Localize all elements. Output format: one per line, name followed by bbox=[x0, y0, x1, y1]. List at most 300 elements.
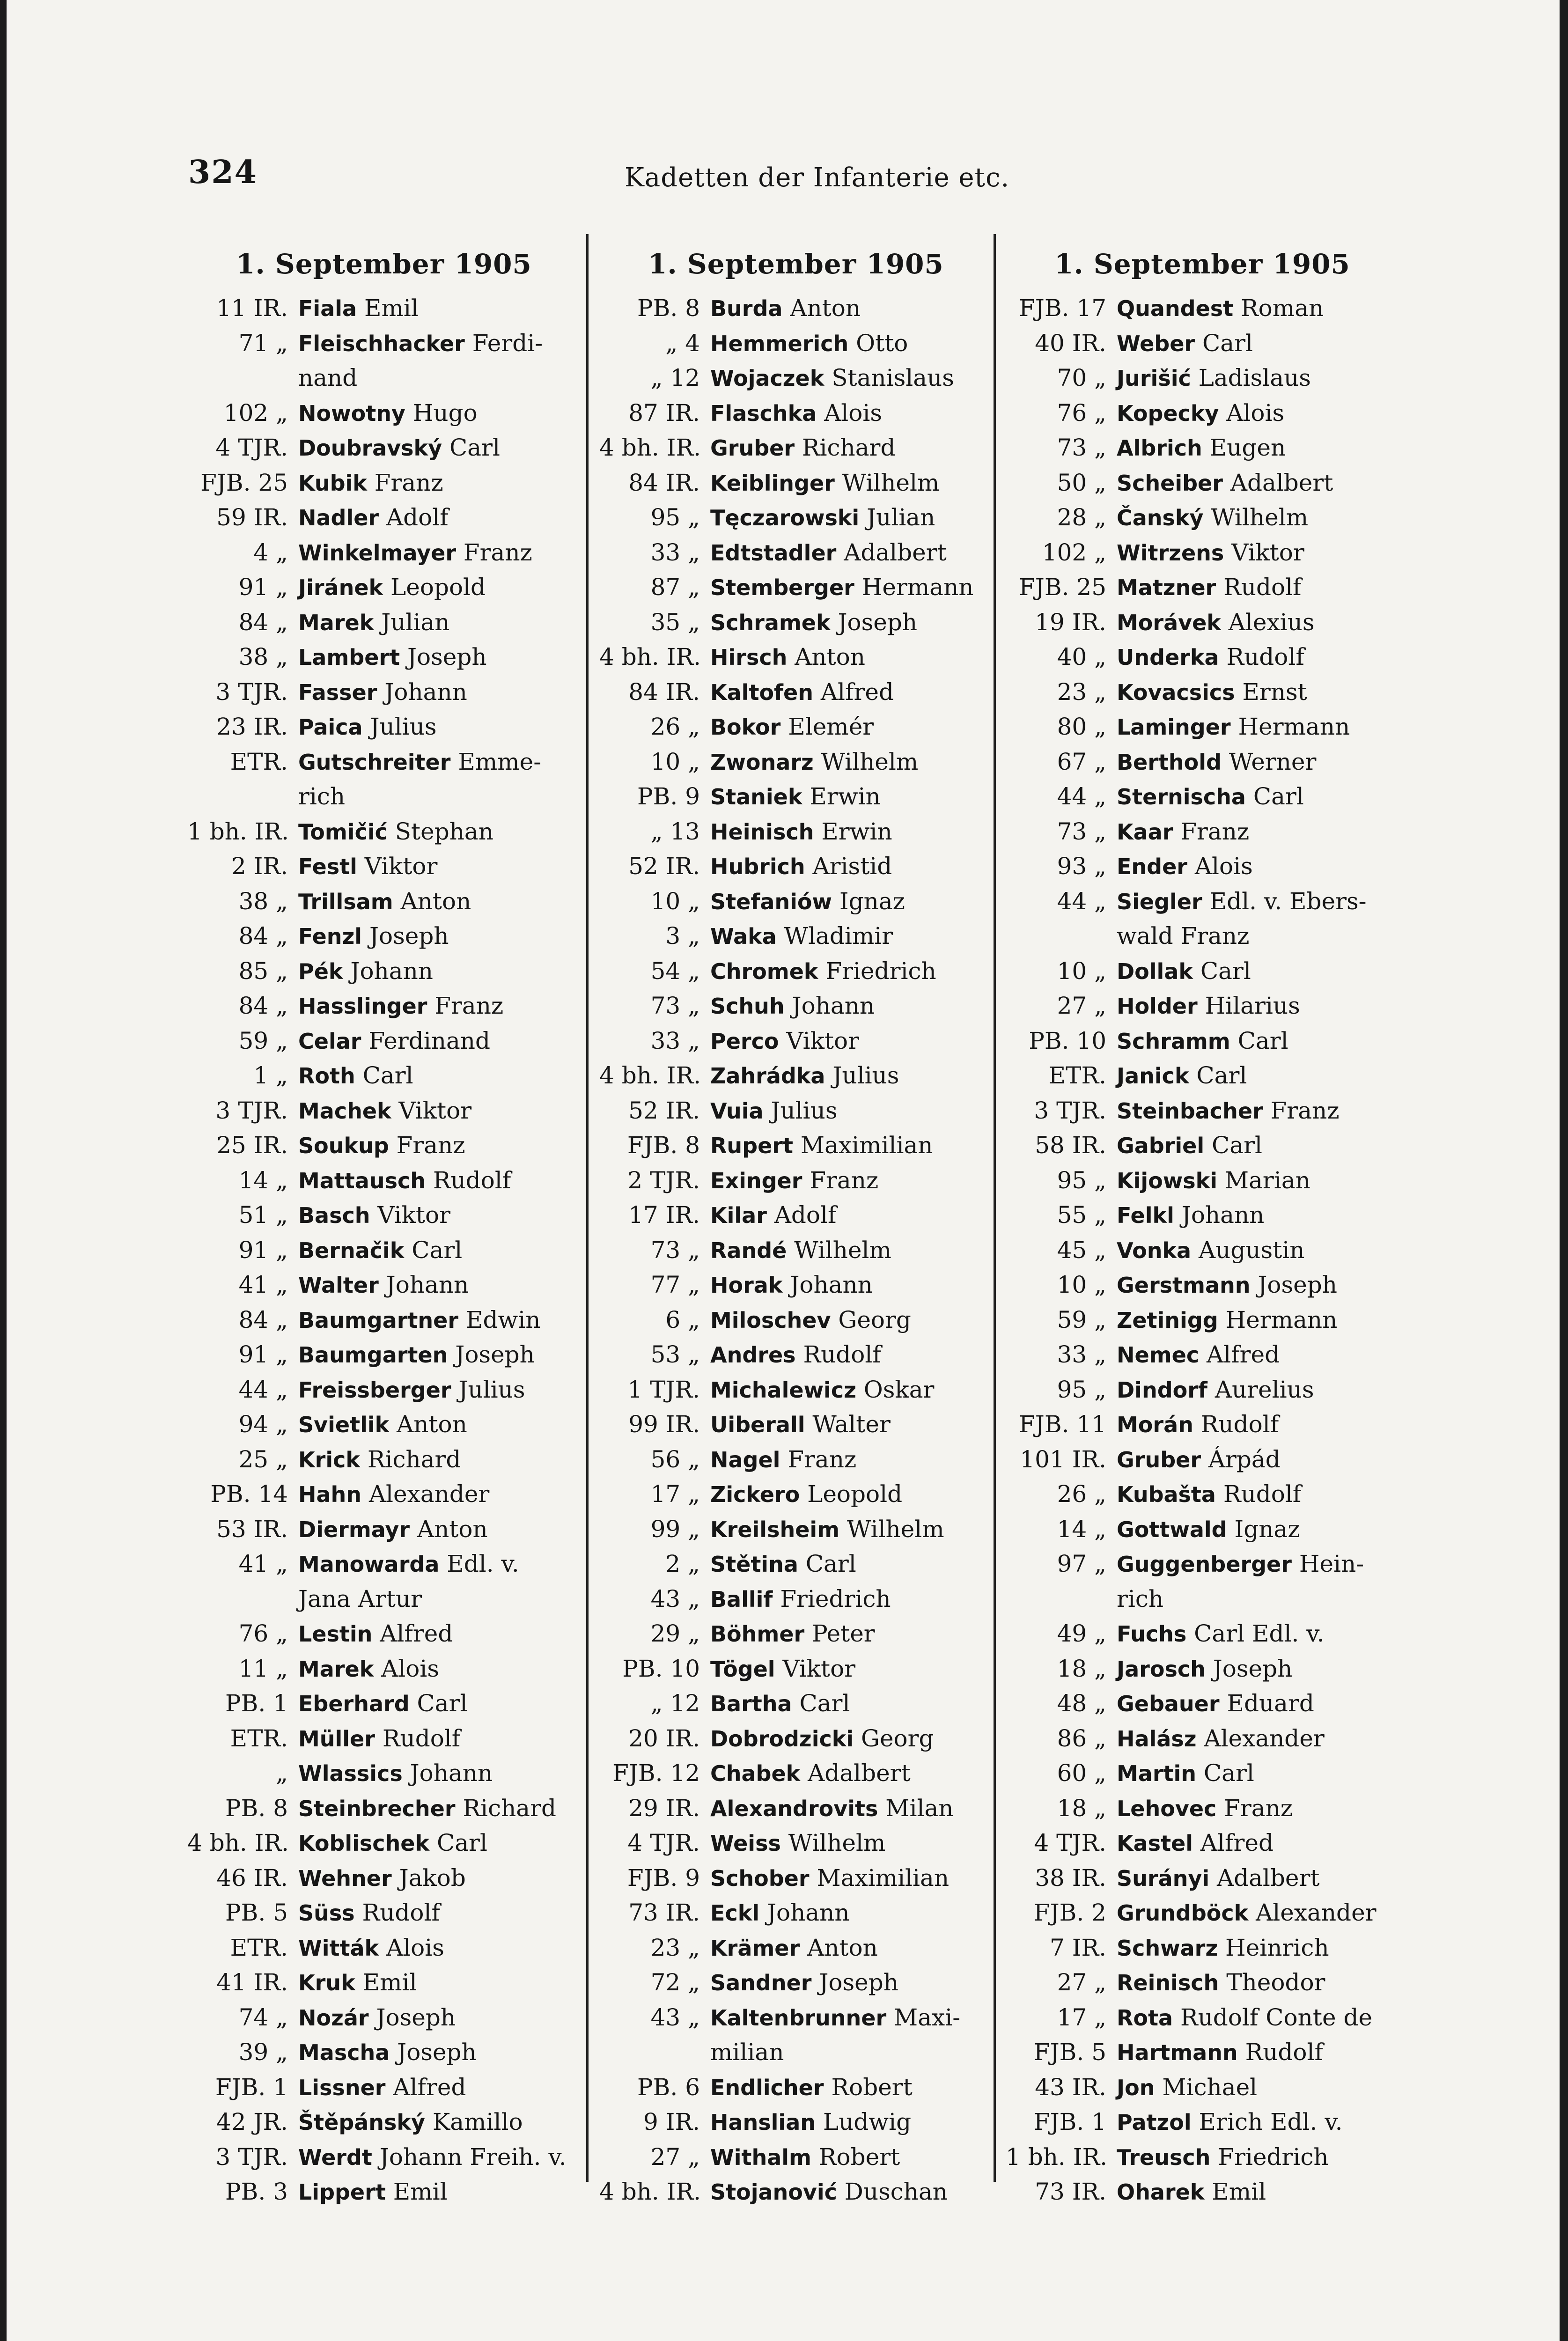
person-name bbox=[298, 570, 609, 605]
surname: Jon bbox=[1117, 2075, 1155, 2100]
list-item bbox=[187, 745, 609, 780]
person-name bbox=[1117, 1722, 1427, 1757]
unit-label: 41 IR. bbox=[216, 1969, 288, 1996]
surname: Stefaniów bbox=[710, 889, 832, 914]
list-item bbox=[187, 1582, 609, 1617]
person-name bbox=[710, 1163, 1021, 1199]
person-name bbox=[298, 884, 609, 920]
given-name: Carl bbox=[1189, 1062, 1247, 1089]
surname: Underka bbox=[1117, 645, 1219, 670]
given-name: Rudolf bbox=[425, 1166, 511, 1194]
person-name bbox=[710, 849, 1021, 884]
surname: Ballif bbox=[710, 1586, 773, 1612]
list-item bbox=[1006, 2001, 1427, 2036]
given-name: Julian bbox=[374, 608, 450, 636]
person-name bbox=[710, 1407, 1021, 1443]
list-item bbox=[599, 1268, 1021, 1303]
given-name: Rudolf bbox=[795, 1341, 881, 1368]
list-item bbox=[187, 1233, 609, 1268]
person-name bbox=[1117, 849, 1427, 884]
surname: Witrzens bbox=[1117, 540, 1224, 566]
unit-label: 18 „ bbox=[1057, 1794, 1106, 1822]
surname: Tögel bbox=[710, 1656, 775, 1682]
given-name: Aurelius bbox=[1207, 1376, 1314, 1403]
list-item bbox=[1006, 780, 1427, 815]
list-item bbox=[599, 326, 1021, 361]
person-name bbox=[710, 1024, 1021, 1059]
given-name: Carl bbox=[1245, 783, 1304, 810]
surname: Sandner bbox=[710, 1970, 812, 1995]
list-item bbox=[187, 675, 609, 710]
unit-label: 44 „ bbox=[238, 1376, 288, 1403]
given-name: Viktor bbox=[391, 1097, 472, 1124]
given-name: Johann bbox=[377, 678, 467, 706]
person-name bbox=[710, 396, 1021, 431]
list-item bbox=[1006, 710, 1427, 745]
list-item bbox=[599, 1338, 1021, 1373]
list-item bbox=[187, 640, 609, 675]
person-name bbox=[1117, 1512, 1427, 1547]
surname: Zickero bbox=[710, 1482, 800, 1507]
list-item bbox=[1006, 1059, 1427, 1094]
person-name bbox=[710, 710, 1021, 745]
surname: Alexandrovits bbox=[710, 1796, 878, 1821]
list-item bbox=[187, 815, 609, 850]
surname: Stemberger bbox=[710, 575, 854, 600]
surname: Nowotny bbox=[298, 400, 405, 426]
given-name: Stanislaus bbox=[824, 364, 954, 391]
list-item bbox=[187, 1617, 609, 1652]
given-name: rich bbox=[298, 783, 346, 810]
person-name bbox=[298, 1722, 609, 1757]
person-name bbox=[298, 1407, 609, 1443]
given-name: Hilarius bbox=[1197, 992, 1300, 1019]
surname: Staniek bbox=[710, 784, 802, 810]
unit-label: 4 bh. IR. bbox=[599, 643, 701, 670]
person-name bbox=[1117, 1128, 1427, 1163]
unit-label: 38 IR. bbox=[1035, 1864, 1106, 1892]
given-name: Hermann bbox=[854, 574, 974, 601]
list-item bbox=[599, 1722, 1021, 1757]
unit-label: 4 „ bbox=[253, 538, 288, 566]
unit-label: 48 „ bbox=[1057, 1690, 1106, 1717]
person-name bbox=[298, 2070, 609, 2105]
unit-label: 55 „ bbox=[1057, 1201, 1106, 1229]
unit-label: 43 „ bbox=[650, 2003, 700, 2031]
list-item bbox=[599, 2035, 1021, 2070]
surname: Gruber bbox=[1117, 1447, 1201, 1472]
column-heading: 1. September 1905 bbox=[648, 248, 944, 280]
given-name: Joseph bbox=[400, 643, 487, 670]
surname: Withalm bbox=[710, 2144, 811, 2170]
person-name bbox=[710, 1686, 1021, 1722]
person-name bbox=[710, 2070, 1021, 2105]
person-name bbox=[1117, 1024, 1427, 1059]
given-name: Robert bbox=[811, 2143, 900, 2171]
person-name bbox=[710, 466, 1021, 501]
surname: Morán bbox=[1117, 1412, 1193, 1437]
given-name: Johann bbox=[784, 992, 875, 1019]
person-name bbox=[1117, 570, 1427, 605]
surname: Celar bbox=[298, 1028, 361, 1054]
person-name bbox=[710, 291, 1021, 326]
surname: Fuchs bbox=[1117, 1621, 1187, 1647]
given-name: Johann bbox=[782, 1271, 873, 1298]
list-item bbox=[187, 1059, 609, 1094]
given-name: Rudolf bbox=[1216, 574, 1302, 601]
unit-label: 3 TJR. bbox=[215, 1097, 288, 1124]
list-item bbox=[599, 2175, 1021, 2210]
list-item bbox=[1006, 2175, 1427, 2210]
given-name: Jana Artur bbox=[298, 1585, 422, 1612]
person-name bbox=[1117, 1094, 1427, 1129]
unit-label: „ 13 bbox=[650, 817, 700, 845]
surname: Morávek bbox=[1117, 610, 1221, 635]
unit-label: 50 „ bbox=[1057, 469, 1106, 496]
unit-label: 10 „ bbox=[650, 887, 700, 915]
surname: Zahrádka bbox=[710, 1063, 825, 1089]
person-name bbox=[710, 361, 1021, 396]
given-name: Julius bbox=[763, 1097, 838, 1124]
surname: Weber bbox=[1117, 331, 1195, 356]
given-name: Alexius bbox=[1221, 608, 1315, 636]
list-item bbox=[187, 1966, 609, 2001]
surname: Ender bbox=[1117, 854, 1187, 879]
unit-label: PB. 3 bbox=[225, 2178, 288, 2205]
unit-label bbox=[1006, 919, 1117, 954]
surname: Nadler bbox=[298, 505, 379, 530]
given-name: Anton bbox=[787, 643, 865, 670]
person-name bbox=[298, 849, 609, 884]
person-name bbox=[1117, 1477, 1427, 1512]
given-name: Alois bbox=[374, 1655, 440, 1682]
unit-label: 93 „ bbox=[1057, 853, 1106, 880]
unit-label: 54 „ bbox=[650, 957, 700, 985]
surname: Uiberall bbox=[710, 1412, 805, 1437]
person-name bbox=[710, 1652, 1021, 1687]
person-name bbox=[298, 2140, 609, 2175]
unit-label: 73 „ bbox=[1057, 817, 1106, 845]
given-name: Alexander bbox=[1196, 1724, 1325, 1752]
surname: Wehner bbox=[298, 1865, 392, 1891]
list-item bbox=[599, 1547, 1021, 1582]
given-name: Elemér bbox=[780, 713, 874, 740]
unit-label: ETR. bbox=[230, 1934, 288, 1961]
unit-label: 23 „ bbox=[1057, 678, 1106, 706]
given-name: Wilhelm bbox=[787, 1236, 891, 1264]
surname: Mascha bbox=[298, 2040, 390, 2065]
given-name: Julian bbox=[859, 504, 935, 531]
person-name bbox=[1117, 1443, 1427, 1478]
surname: Guggenberger bbox=[1117, 1552, 1292, 1577]
person-name bbox=[710, 1268, 1021, 1303]
person-name bbox=[710, 884, 1021, 920]
list-item bbox=[187, 849, 609, 884]
surname: Eckl bbox=[710, 1900, 760, 1926]
person-name bbox=[710, 1303, 1021, 1338]
surname: Kreilsheim bbox=[710, 1516, 840, 1542]
unit-label: 73 IR. bbox=[1035, 2178, 1106, 2205]
list-item bbox=[599, 1966, 1021, 2001]
unit-label: 51 „ bbox=[238, 1201, 288, 1229]
list-item bbox=[599, 1407, 1021, 1443]
unit-label: 87 „ bbox=[650, 574, 700, 601]
unit-label: 14 „ bbox=[1057, 1515, 1106, 1543]
surname: Nagel bbox=[710, 1447, 780, 1472]
list-item bbox=[599, 1791, 1021, 1826]
list-item bbox=[1006, 1407, 1427, 1443]
unit-label: 77 „ bbox=[650, 1271, 700, 1298]
unit-label: 73 „ bbox=[650, 992, 700, 1019]
given-name: Franz bbox=[802, 1166, 879, 1194]
list-item bbox=[1006, 745, 1427, 780]
list-item bbox=[599, 1652, 1021, 1687]
list-item bbox=[599, 1896, 1021, 1931]
unit-label: 3 „ bbox=[665, 922, 700, 950]
surname: Lehovec bbox=[1117, 1796, 1217, 1821]
person-name bbox=[1117, 675, 1427, 710]
given-name: Anton bbox=[393, 887, 471, 915]
given-name: Richard bbox=[795, 434, 896, 461]
person-name bbox=[1117, 1233, 1427, 1268]
given-name: Carl bbox=[429, 1829, 487, 1856]
surname: Kubašta bbox=[1117, 1482, 1216, 1507]
surname: Nemec bbox=[1117, 1342, 1200, 1368]
given-name: Erich Edl. v. bbox=[1191, 2108, 1343, 2135]
surname: Kaltenbrunner bbox=[710, 2005, 887, 2031]
person-name bbox=[710, 536, 1021, 571]
unit-label: 101 IR. bbox=[1020, 1445, 1106, 1473]
unit-label: 91 „ bbox=[238, 1341, 288, 1368]
unit-label: 53 „ bbox=[650, 1341, 700, 1368]
given-name: Wilhelm bbox=[834, 469, 940, 496]
person-name bbox=[1117, 1966, 1427, 2001]
unit-label: 56 „ bbox=[650, 1445, 700, 1473]
given-name: Joseph bbox=[1250, 1271, 1337, 1298]
person-name bbox=[1117, 1407, 1427, 1443]
person-name bbox=[710, 675, 1021, 710]
given-name: Joseph bbox=[390, 2039, 477, 2066]
given-name: Ignaz bbox=[1227, 1515, 1300, 1543]
unit-label: 4 bh. IR. bbox=[599, 2178, 701, 2205]
given-name: Alfred bbox=[372, 1620, 453, 1647]
column-2 bbox=[599, 248, 1021, 2210]
person-name bbox=[710, 1338, 1021, 1373]
list-item bbox=[1006, 1094, 1427, 1129]
list-item bbox=[1006, 1791, 1427, 1826]
unit-label: 27 „ bbox=[1057, 992, 1106, 1019]
surname: Surányi bbox=[1117, 1865, 1210, 1891]
unit-label: 58 IR. bbox=[1035, 1132, 1106, 1159]
given-name: Erwin bbox=[814, 817, 892, 845]
surname: Festl bbox=[298, 854, 357, 879]
list-item bbox=[1006, 1582, 1427, 1617]
list-item bbox=[599, 1931, 1021, 1966]
unit-label: 26 „ bbox=[650, 713, 700, 740]
surname: Martin bbox=[1117, 1761, 1197, 1786]
list-item bbox=[187, 361, 609, 396]
list-item bbox=[1006, 1617, 1427, 1652]
unit-label: FJB. 2 bbox=[1033, 1899, 1106, 1926]
list-item bbox=[599, 989, 1021, 1024]
given-name: Peter bbox=[804, 1620, 875, 1647]
list-item bbox=[599, 2140, 1021, 2175]
person-name bbox=[710, 780, 1021, 815]
surname: Baumgarten bbox=[298, 1342, 448, 1368]
person-name bbox=[298, 466, 609, 501]
surname: Jarosch bbox=[1117, 1656, 1206, 1682]
list-item bbox=[1006, 1931, 1427, 1966]
list-item bbox=[187, 536, 609, 571]
surname: Hasslinger bbox=[298, 994, 427, 1019]
unit-label: 29 „ bbox=[650, 1620, 700, 1647]
list-item bbox=[187, 1547, 609, 1582]
person-name bbox=[1117, 745, 1427, 780]
given-name: Alois bbox=[1219, 399, 1285, 427]
unit-label: 1 bh. IR. bbox=[1006, 2143, 1107, 2171]
list-item bbox=[599, 431, 1021, 466]
given-name: Georg bbox=[854, 1724, 934, 1752]
given-name: Joseph bbox=[830, 608, 918, 636]
list-item bbox=[599, 884, 1021, 920]
list-item bbox=[187, 919, 609, 954]
surname: Chromek bbox=[710, 958, 818, 984]
given-name: Leopold bbox=[383, 574, 486, 601]
unit-label: „ 4 bbox=[665, 329, 700, 357]
surname: Quandest bbox=[1117, 296, 1234, 321]
person-name bbox=[298, 1686, 609, 1722]
given-name: rich bbox=[1117, 1585, 1164, 1612]
person-name bbox=[298, 2001, 609, 2036]
person-name bbox=[298, 640, 609, 675]
given-name: Rudolf bbox=[1193, 1411, 1279, 1438]
person-name bbox=[298, 780, 609, 815]
unit-label: 40 IR. bbox=[1035, 329, 1106, 357]
surname: Böhmer bbox=[710, 1621, 805, 1647]
surname: Kruk bbox=[298, 1970, 355, 1995]
unit-label: 74 „ bbox=[238, 2003, 288, 2031]
given-name: Adalbert bbox=[836, 538, 947, 566]
person-name bbox=[710, 1896, 1021, 1931]
given-name: Carl bbox=[798, 1550, 856, 1577]
unit-label: 49 „ bbox=[1057, 1620, 1106, 1647]
given-name: Werner bbox=[1221, 748, 1317, 775]
list-item bbox=[187, 605, 609, 640]
list-item bbox=[599, 466, 1021, 501]
list-item bbox=[1006, 1652, 1427, 1687]
unit-label: 2 TJR. bbox=[627, 1166, 700, 1194]
given-name: Hugo bbox=[405, 399, 478, 427]
person-name bbox=[1117, 501, 1427, 536]
given-name: Robert bbox=[824, 2073, 913, 2101]
surname: Reinisch bbox=[1117, 1970, 1219, 1995]
given-name: Carl bbox=[355, 1062, 413, 1089]
list-item bbox=[1006, 431, 1427, 466]
surname: Witták bbox=[298, 1935, 379, 1961]
list-item bbox=[599, 675, 1021, 710]
list-item bbox=[187, 1094, 609, 1129]
column-heading: 1. September 1905 bbox=[1054, 248, 1350, 280]
surname: Trillsam bbox=[298, 889, 393, 914]
surname: Lestin bbox=[298, 1621, 373, 1647]
person-name bbox=[298, 1756, 609, 1791]
given-name: Johann Freih. v. bbox=[372, 2143, 567, 2171]
person-name bbox=[710, 1233, 1021, 1268]
surname: Soukup bbox=[298, 1133, 389, 1158]
person-name bbox=[710, 745, 1021, 780]
list-item bbox=[1006, 1896, 1427, 1931]
surname: Kubik bbox=[298, 470, 367, 496]
list-item bbox=[1006, 954, 1427, 989]
unit-label: 1 „ bbox=[253, 1062, 288, 1089]
entry-list bbox=[1006, 291, 1427, 2210]
list-item bbox=[1006, 1966, 1427, 2001]
list-item bbox=[599, 710, 1021, 745]
given-name: Adolf bbox=[766, 1201, 837, 1229]
person-name bbox=[298, 1198, 609, 1233]
unit-label: 59 IR. bbox=[216, 504, 288, 531]
surname: Basch bbox=[298, 1203, 370, 1228]
given-name: Joseph bbox=[368, 2003, 456, 2031]
column-1 bbox=[187, 248, 609, 2210]
list-item bbox=[1006, 1547, 1427, 1582]
unit-label: 3 TJR. bbox=[215, 2143, 288, 2171]
unit-label: 11 „ bbox=[238, 1655, 288, 1682]
surname: Hahn bbox=[298, 1482, 362, 1507]
unit-label: PB. 10 bbox=[622, 1655, 700, 1682]
list-item bbox=[187, 1407, 609, 1443]
surname: Heinisch bbox=[710, 819, 814, 845]
given-name: Augustin bbox=[1191, 1236, 1305, 1264]
unit-label: 3 TJR. bbox=[215, 678, 288, 706]
list-item bbox=[599, 536, 1021, 571]
given-name: Joseph bbox=[448, 1341, 535, 1368]
list-item bbox=[1006, 1826, 1427, 1861]
surname: Paica bbox=[298, 714, 363, 740]
given-name: Joseph bbox=[1205, 1655, 1293, 1682]
unit-label: 4 bh. IR. bbox=[187, 1829, 289, 1856]
list-item bbox=[1006, 675, 1427, 710]
unit-label: 59 „ bbox=[238, 1027, 288, 1054]
list-item bbox=[1006, 1686, 1427, 1722]
unit-label: 76 „ bbox=[238, 1620, 288, 1647]
unit-label: 76 „ bbox=[1057, 399, 1106, 427]
list-item bbox=[599, 605, 1021, 640]
person-name bbox=[710, 2140, 1021, 2175]
unit-label: 67 „ bbox=[1057, 748, 1106, 775]
unit-label: 42 JR. bbox=[216, 2108, 288, 2135]
given-name: Adolf bbox=[379, 504, 449, 531]
unit-label: 43 IR. bbox=[1035, 2073, 1106, 2101]
list-item bbox=[599, 1198, 1021, 1233]
surname: Kastel bbox=[1117, 1831, 1193, 1856]
person-name bbox=[298, 1163, 609, 1199]
given-name: Franz bbox=[1216, 1794, 1293, 1822]
unit-label: 33 „ bbox=[650, 538, 700, 566]
unit-label: 86 „ bbox=[1057, 1724, 1106, 1752]
unit-label: 38 „ bbox=[238, 887, 288, 915]
unit-label: 38 „ bbox=[238, 643, 288, 670]
column-heading: 1. September 1905 bbox=[236, 248, 532, 280]
surname: Kaltofen bbox=[710, 679, 814, 705]
surname: Lissner bbox=[298, 2075, 386, 2100]
unit-label: „ 12 bbox=[650, 1690, 700, 1717]
list-item bbox=[187, 954, 609, 989]
person-name bbox=[298, 501, 609, 536]
list-item bbox=[187, 1373, 609, 1408]
person-name bbox=[298, 1652, 609, 1687]
given-name: Ferdi- bbox=[464, 329, 543, 357]
